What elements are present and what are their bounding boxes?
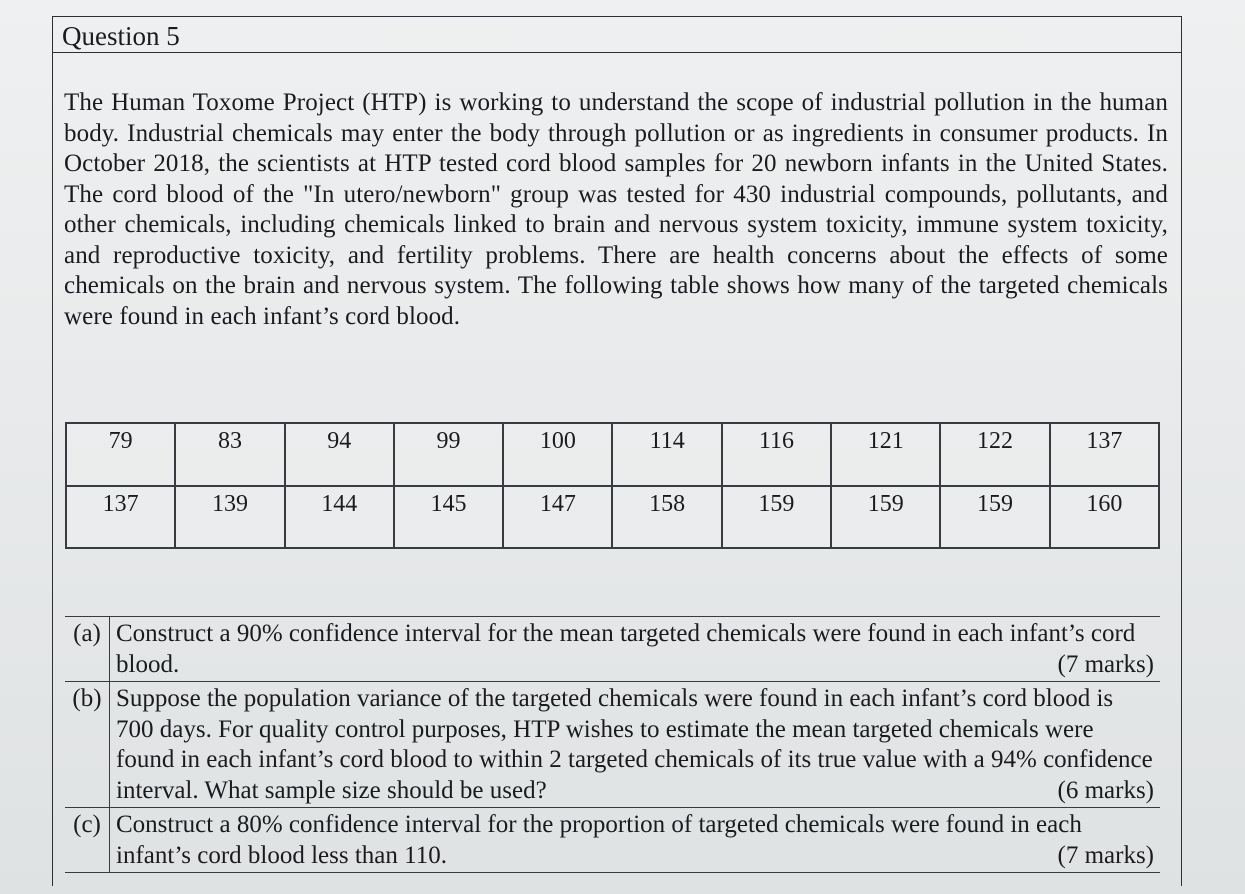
part-marks: (7 marks): [1057, 841, 1154, 869]
table-cell: 121: [831, 423, 940, 486]
question-parts-table: [65, 616, 1160, 873]
table-cell: 159: [722, 486, 831, 549]
part-text: Construct a 90% confidence interval for the mean targeted chemicals were found in each infant’s cord blood.: [116, 620, 1136, 678]
table-cell: 145: [394, 486, 503, 549]
table-cell: 114: [612, 423, 721, 486]
part-text: Suppose the population variance of the targeted chemicals were found in each infant’s cord blood is 700 days. For quality control purposes, HTP wishes to estimate the mean targeted chemicals were found in each infant’s cord blood to within 2 targeted chemicals of its true value with a 94% confidence interval. What sample size should be used?: [116, 685, 1153, 804]
question-part-c: [65, 808, 1160, 873]
table-cell: 159: [831, 486, 940, 549]
table-cell: 159: [940, 486, 1049, 549]
part-label: (a): [65, 617, 110, 682]
table-cell: 83: [175, 423, 284, 486]
part-text: Construct a 80% confidence interval for the proportion of targeted chemicals were found in each infant’s cord blood less than 110.: [116, 811, 1082, 869]
table-cell: 100: [503, 423, 612, 486]
table-cell: 99: [394, 423, 503, 486]
question-part-a: [65, 617, 1160, 682]
table-row: [66, 486, 1159, 549]
part-label: (b): [65, 682, 110, 808]
table-cell: 147: [503, 486, 612, 549]
table-cell: 139: [175, 486, 284, 549]
part-marks: (7 marks): [1057, 650, 1154, 678]
table-cell: 94: [285, 423, 394, 486]
part-label: (c): [65, 808, 110, 873]
table-cell: 160: [1050, 486, 1159, 549]
table-cell: 122: [940, 423, 1049, 486]
question-intro: The Human Toxome Project (HTP) is working to understand the scope of industrial pollution in the human body. Industrial chemicals may enter the body through pollution or as ingredients in consumer products. In October 2018, the scientists at HTP tested cord blood samples for 20 newborn infants in the United States. The cord blood of the "In utero/newborn" group was tested for 430 industrial compounds, pollutants, and other chemicals, including chemicals linked to brain and nervous system toxicity, immune system toxicity, and reproductive toxicity, and fertility problems. There are health concerns about the effects of some chemicals on the brain and nervous system. The following table shows how many of the targeted chemicals were found in each infant’s cord blood.: [64, 89, 1168, 330]
table-cell: 158: [612, 486, 721, 549]
part-body: [110, 682, 1161, 808]
chemicals-count-table: [65, 422, 1160, 549]
part-marks: (6 marks): [1057, 776, 1154, 804]
table-cell: 79: [66, 423, 175, 486]
question-title: Question 5: [62, 21, 180, 51]
title-divider: [52, 52, 1182, 53]
table-cell: 116: [722, 423, 831, 486]
table-cell: 144: [285, 486, 394, 549]
table-cell: 137: [66, 486, 175, 549]
table-row: [66, 423, 1159, 486]
question-part-b: [65, 682, 1160, 808]
table-cell: 137: [1050, 423, 1159, 486]
part-body: [110, 808, 1161, 873]
part-body: [110, 617, 1161, 682]
